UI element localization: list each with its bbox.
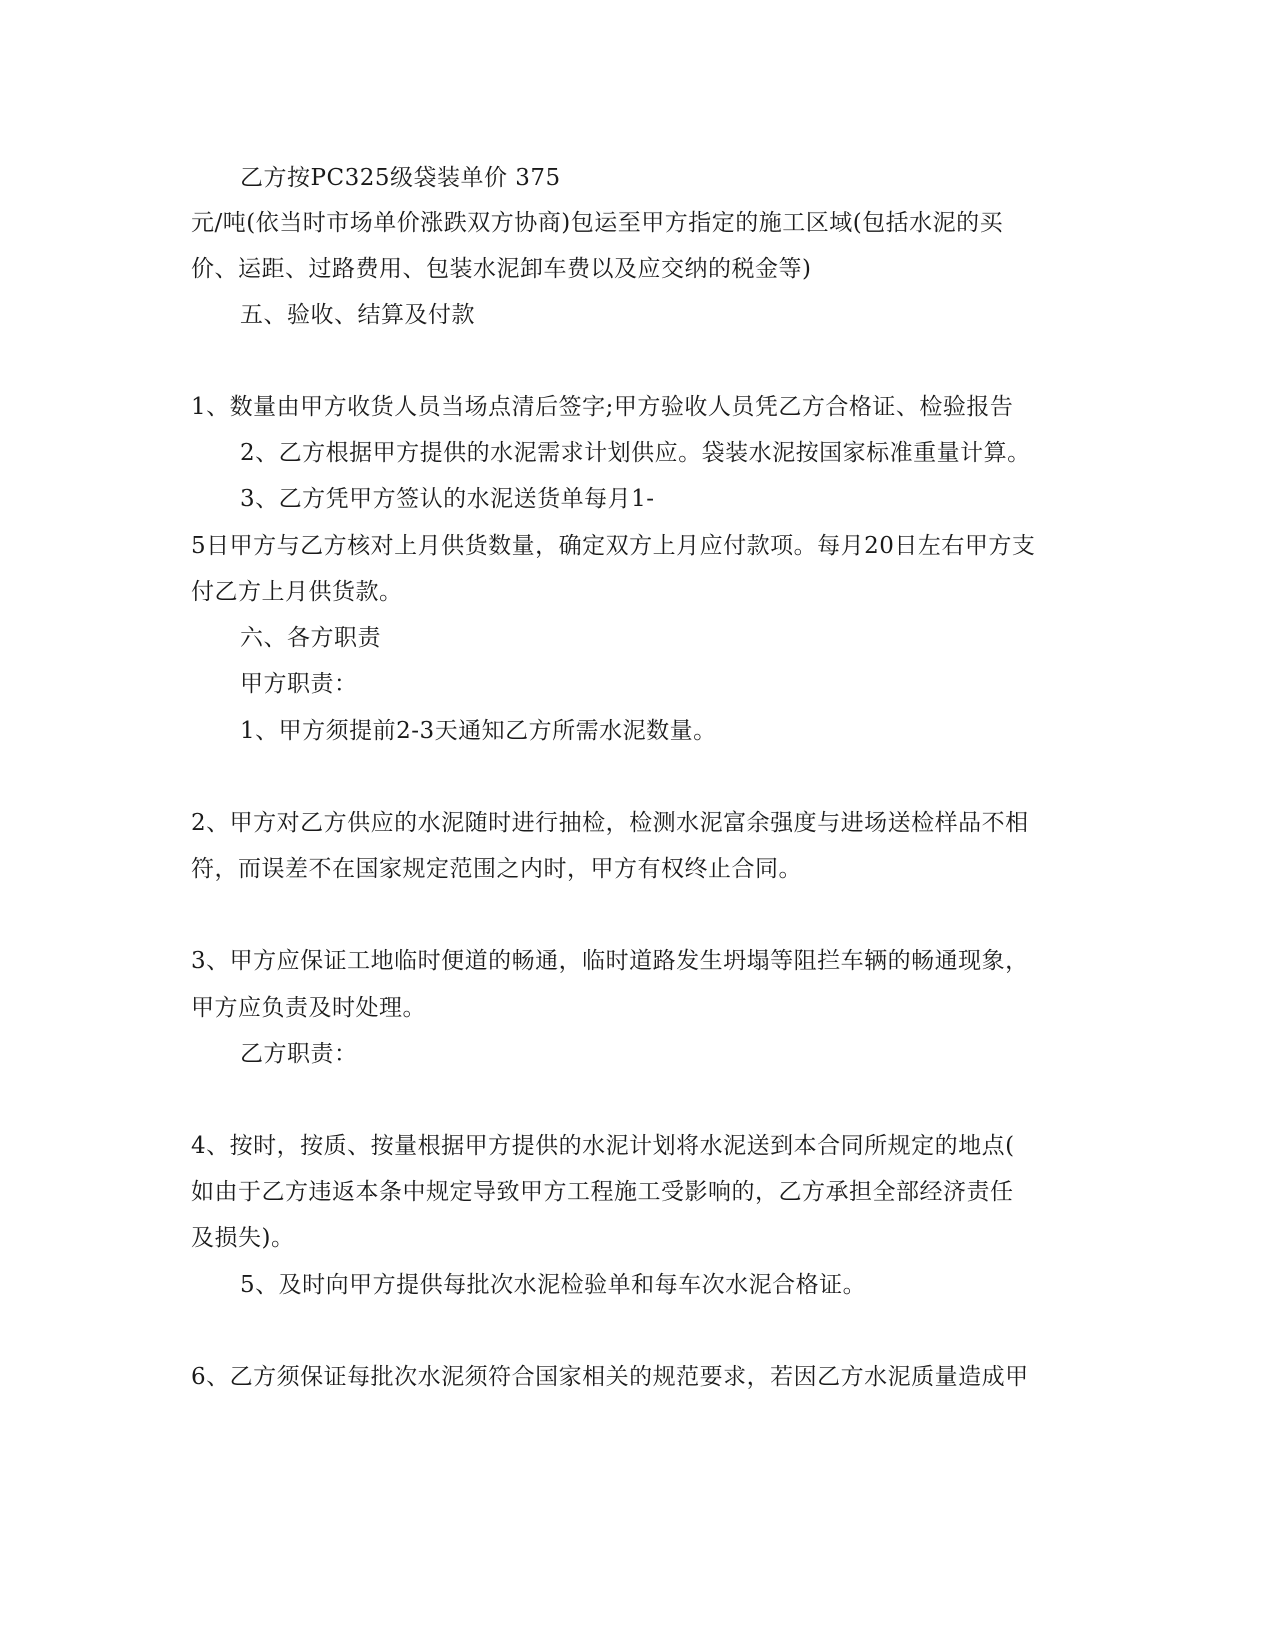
text-line: 2、乙方根据甲方提供的水泥需求计划供应。袋装水泥按国家标准重量计算。: [240, 440, 1031, 466]
text-line: 6、乙方须保证每批次水泥须符合国家相关的规范要求，若因乙方水泥质量造成甲: [191, 1364, 1029, 1390]
text-line: 1、甲方须提前2-3天通知乙方所需水泥数量。: [240, 718, 717, 744]
text-line: 及损失)。: [191, 1225, 295, 1251]
text-line: 4、按时，按质、按量根据甲方提供的水泥计划将水泥送到本合同所规定的地点(: [191, 1133, 1015, 1159]
text-line: 符，而误差不在国家规定范围之内时，甲方有权终止合同。: [191, 856, 802, 882]
subheading: 甲方职责：: [240, 671, 358, 697]
text-line: 5、及时向甲方提供每批次水泥检验单和每车次水泥合格证。: [240, 1272, 867, 1298]
text-line: 甲方应负责及时处理。: [191, 995, 426, 1021]
text-line: 1、数量由甲方收货人员当场点清后签字;甲方验收人员凭乙方合格证、检验报告: [191, 394, 1014, 420]
text-line: 价、运距、过路费用、包装水泥卸车费以及应交纳的税金等): [191, 256, 812, 282]
text-line: 3、乙方凭甲方签认的水泥送货单每月1-: [240, 486, 655, 512]
text-line: 元/吨(依当时市场单价涨跌双方协商)包运至甲方指定的施工区域(包括水泥的买: [191, 210, 1004, 236]
text-line: 如由于乙方违返本条中规定导致甲方工程施工受影响的，乙方承担全部经济责任: [191, 1179, 1014, 1205]
section-heading: 五、验收、结算及付款: [240, 302, 475, 328]
text-line: 2、甲方对乙方供应的水泥随时进行抽检，检测水泥富余强度与进场送检样品不相: [191, 810, 1029, 836]
text-line: 3、甲方应保证工地临时便道的畅通，临时道路发生坍塌等阻拦车辆的畅通现象，: [191, 948, 1029, 974]
subheading: 乙方职责：: [240, 1041, 358, 1067]
text-line: 5日甲方与乙方核对上月供货数量，确定双方上月应付款项。每月20日左右甲方支: [191, 533, 1036, 559]
text-line: 付乙方上月供货款。: [191, 579, 403, 605]
section-heading: 六、各方职责: [240, 625, 381, 651]
text-line: 乙方按PC325级袋装单价 375: [240, 165, 561, 191]
